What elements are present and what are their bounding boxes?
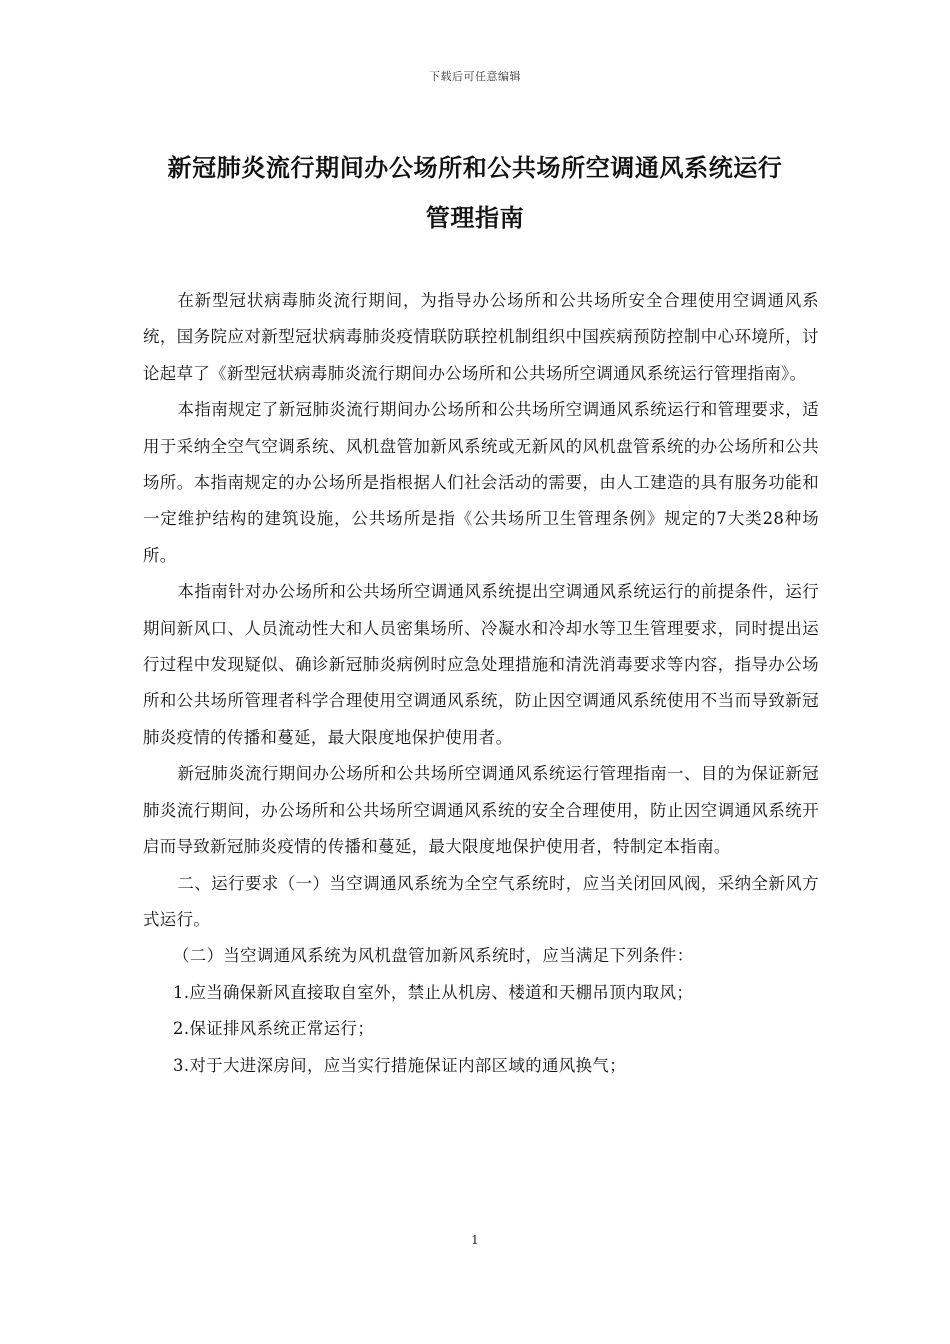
document-title (140, 143, 810, 243)
paragraph-intro: 在新型冠状病毒肺炎流行期间，为指导办公场所和公共场所安全合理使用空调通风系统，国务院应对新型冠状病毒肺炎疫情联防联控机制组织中国疾病预防控制中心环境所，讨论起草了《新型冠状病毒肺炎流行期间办公场所和公共场所空调通风系统运行管理指南》。 (143, 291, 819, 383)
sub-heading: （二）当空调通风系统为风机盘管加新风系统时，应当满足下列条件： (173, 946, 694, 966)
list-item: 2.保证排风系统正常运行； (173, 1019, 375, 1039)
paragraph-scope: 本指南规定了新冠肺炎流行期间办公场所和公共场所空调通风系统运行和管理要求，适用于采纳全空气空调系统、风机盘管加新风系统或无新风的风机盘管系统的办公场所和公共场所。本指南规定的办公场所是指根据人们社会活动的需要，由人工建造的具有服务功能和一定维护结构的建筑设施，公共场所是指《公共场所卫生管理条例》规定的7大类28种场所。 (143, 400, 819, 565)
document-body (143, 283, 819, 1084)
page-number: 1 (471, 1233, 479, 1247)
paragraph-requirements: 二、运行要求（一）当空调通风系统为全空气系统时，应当关闭回风阀，采纳全新风方式运行。 (143, 873, 819, 929)
list-item: 1.应当确保新风直接取自室外，禁止从机房、楼道和天棚吊顶内取风； (173, 982, 694, 1002)
title-line-1: 新冠肺炎流行期间办公场所和公共场所空调通风系统运行 (167, 154, 783, 182)
paragraph-purpose: 新冠肺炎流行期间办公场所和公共场所空调通风系统运行管理指南一、目的为保证新冠肺炎流行期间，办公场所和公共场所空调通风系统的安全合理使用，防止因空调通风系统开启而导致新冠肺炎疫情的传播和蔓延，最大限度地保护使用者，特制定本指南。 (143, 764, 819, 857)
title-line-2: 管理指南 (425, 204, 525, 232)
paragraph-content: 本指南针对办公场所和公共场所空调通风系统提出空调通风系统运行的前提条件，运行期间新风口、人员流动性大和人员密集场所、冷凝水和冷却水等卫生管理要求，同时提出运行过程中发现疑似、确诊新冠肺炎病例时应急处理措施和清洗消毒要求等内容，指导办公场所和公共场所管理者科学合理使用空调通风系统，防止因空调通风系统使用不当而导致新冠肺炎疫情的传播和蔓延，最大限度地保护使用者。 (143, 582, 819, 747)
header-note: 下载后可任意编辑 (429, 70, 521, 83)
list-item: 3.对于大进深房间，应当实行措施保证内部区域的通风换气； (173, 1055, 626, 1075)
